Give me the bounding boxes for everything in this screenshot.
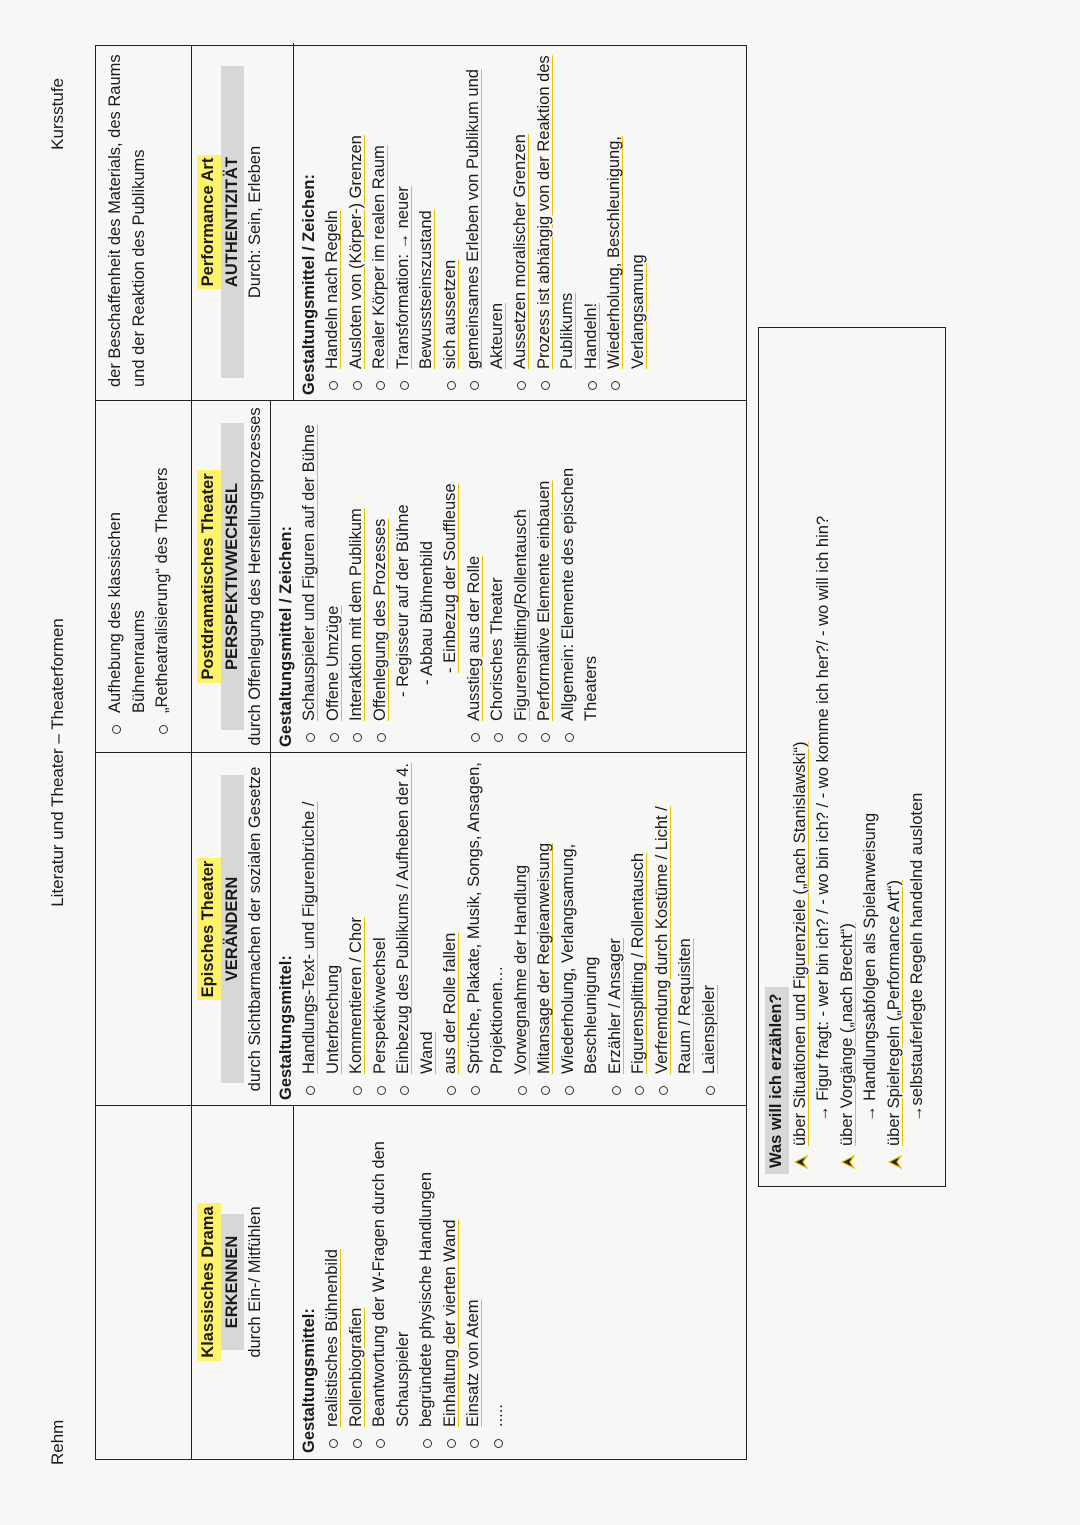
list-item: Einbezug des Publikums / Aufheben der 4. Wand	[392, 758, 439, 1100]
column-performance-art	[197, 49, 650, 395]
list-item: Handeln nach Regeln	[321, 49, 345, 395]
narration-line: über Spielregeln („Performance Art“)	[883, 340, 907, 1174]
section-label: Gestaltungsmittel:	[276, 955, 295, 1100]
list-item: Offene Umzüge	[322, 406, 346, 747]
arrowhead-icon	[793, 1154, 809, 1170]
list-item: Einsatz von Atem	[462, 1111, 486, 1453]
list-item: Rollenbiografien	[345, 1111, 369, 1453]
narration-box	[758, 327, 946, 1187]
list-item: Handlungs-Text- und Figurenbrüche / Unterbrechung	[298, 758, 345, 1100]
list-item: Vorwegnahme der Handlung	[510, 758, 534, 1100]
column-divider	[96, 752, 746, 753]
document-title: Literatur und Theater – Theaterformen	[48, 618, 67, 907]
section-divider	[293, 43, 294, 401]
list-item: Wiederholung, Beschleunigung, Verlangsamung	[603, 49, 650, 395]
performance-intro-cell	[104, 52, 151, 387]
narration-question: Was will ich erzählen?	[765, 987, 789, 1174]
section-divider	[293, 1105, 294, 1459]
narration-subline: → Figur fragt: - wer bin ich? / - wo bin ich? / - wo komme ich her?/ - wo will ich hin?	[814, 515, 832, 1122]
list-item: Handeln!	[580, 49, 604, 395]
column-title: Performance Art	[197, 155, 221, 290]
list-item: Wiederholung, Verlangsamung, Beschleunigung	[557, 758, 604, 1100]
list-item: Verfremdung durch Kostüme / Licht / Raum / Requisiten	[651, 758, 698, 1100]
column-header	[197, 49, 268, 395]
list-item: Aussetzen moralischer Grenzen	[509, 49, 533, 395]
list-item: Transformation: → neuer Bewusstseinszustand	[392, 49, 439, 395]
list-item: Mitansage der Regieanweisung	[533, 758, 557, 1100]
list-item: Performative Elemente einbauen	[533, 406, 557, 747]
section-divider	[270, 752, 271, 1106]
list-item: Figurensplitting/Rollentausch	[510, 406, 534, 747]
column-title: Postdramatisches Theater	[197, 470, 221, 682]
narration-line: über Situationen und Figurenziele („nach Stanislawski“)	[789, 340, 813, 1174]
list-item: Perspektivwechsel	[369, 758, 393, 1100]
section-label: Gestaltungsmittel:	[299, 1308, 318, 1453]
column-episches-theater	[197, 758, 721, 1100]
list-item: Einhaltung der vierten Wand	[439, 1111, 463, 1453]
column-title: Episches Theater	[197, 858, 221, 1001]
column-klassisches-drama	[197, 1111, 509, 1453]
list-item: sich aussetzen	[439, 49, 463, 395]
section-label: Gestaltungsmittel / Zeichen:	[299, 174, 318, 395]
narration-line: über Vorgänge („nach Brecht“)	[836, 340, 860, 1174]
list-item: Chorisches Theater	[486, 406, 510, 747]
list-item: Ausstieg aus der Rolle	[463, 406, 487, 747]
column-divider	[96, 400, 746, 401]
list-item: Realer Körper im realen Raum	[368, 49, 392, 395]
list-subitem: - Regisseur auf der Bühne	[394, 504, 412, 697]
arrowhead-icon	[840, 1154, 856, 1170]
column-header	[197, 406, 268, 747]
list-item: Interaktion mit dem Publikum	[345, 406, 369, 747]
list-item: Figurensplitting / Rollentausch	[627, 758, 651, 1100]
column-title: Klassisches Drama	[197, 1203, 221, 1360]
list-item: Offenlegung des Prozesses	[369, 406, 393, 747]
list-subitem: - Abbau Bühnenbild	[417, 540, 436, 685]
narration-subline: → Handlungsabfolgen als Spielanweisung	[861, 812, 879, 1122]
column-divider	[96, 1105, 746, 1106]
intro-item: „Retheatralisierung“ des Theaters	[151, 409, 175, 739]
author-name: Rehm	[48, 1419, 67, 1465]
performance-intro-text: der Beschaffenheit des Materials, des Raums und der Reaktion des Publikums	[106, 54, 148, 387]
list-item: Prozess ist abhängig von der Reaktion des Publikums	[533, 49, 580, 395]
column-subtitle: durch Ein-/ Mitfühlen	[246, 1206, 264, 1358]
column-subtitle: durch Offenlegung des Herstellungsprozesses	[246, 407, 264, 746]
list-item: Ausloten von (Körper-) Grenzen	[345, 49, 369, 395]
theater-forms-table	[95, 45, 747, 1460]
list-item: Schauspieler und Figuren auf der Bühne	[298, 406, 322, 747]
list-item: Laienspieler	[698, 758, 722, 1100]
list-item: aus der Rolle fallen	[439, 758, 463, 1100]
arrowhead-icon	[887, 1154, 903, 1170]
list-subitem: - Einbezug der Souffleuse	[441, 483, 459, 673]
list-item: Erzähler / Ansager	[604, 758, 628, 1100]
column-subtitle: Durch: Sein, Erleben	[246, 145, 264, 299]
column-keyword: PERSPEKTIVWECHSEL	[221, 423, 245, 730]
list-item: begründete physische Handlungen	[415, 1111, 439, 1453]
narration-subline: →selbstauferlegte Regeln handelnd ausloten	[908, 792, 926, 1122]
row-divider	[191, 46, 192, 1459]
column-keyword: ERKENNEN	[221, 1214, 245, 1351]
list-item: Kommentieren / Chor	[345, 758, 369, 1100]
column-header	[197, 1111, 268, 1453]
list-item: gemeinsames Erleben von Publikum und Akteuren	[462, 49, 509, 395]
column-header	[197, 758, 268, 1100]
postdramatic-intro-cell	[104, 409, 175, 739]
list-item: Beantwortung der W-Fragen durch den Schauspieler	[368, 1111, 415, 1453]
list-item: realistisches Bühnenbild	[321, 1111, 345, 1453]
column-subtitle: durch Sichtbarmachen der sozialen Gesetze	[246, 766, 264, 1092]
section-divider	[270, 400, 271, 753]
list-item: Sprüche, Plakate, Musik, Songs, Ansagen, Projektionen…	[463, 758, 510, 1100]
column-keyword: AUTHENTIZITÄT	[221, 66, 245, 377]
column-keyword: VERÄNDERN	[221, 775, 245, 1083]
column-postdramatisches-theater	[197, 406, 604, 747]
intro-item: Aufhebung des klassischen Bühnenraums	[104, 409, 151, 739]
list-item: Allgemein: Elemente des epischen Theaters	[557, 406, 604, 747]
section-label: Gestaltungsmittel / Zeichen:	[276, 526, 295, 747]
list-item: .....	[486, 1111, 510, 1453]
course-level: Kursstufe	[48, 78, 67, 150]
